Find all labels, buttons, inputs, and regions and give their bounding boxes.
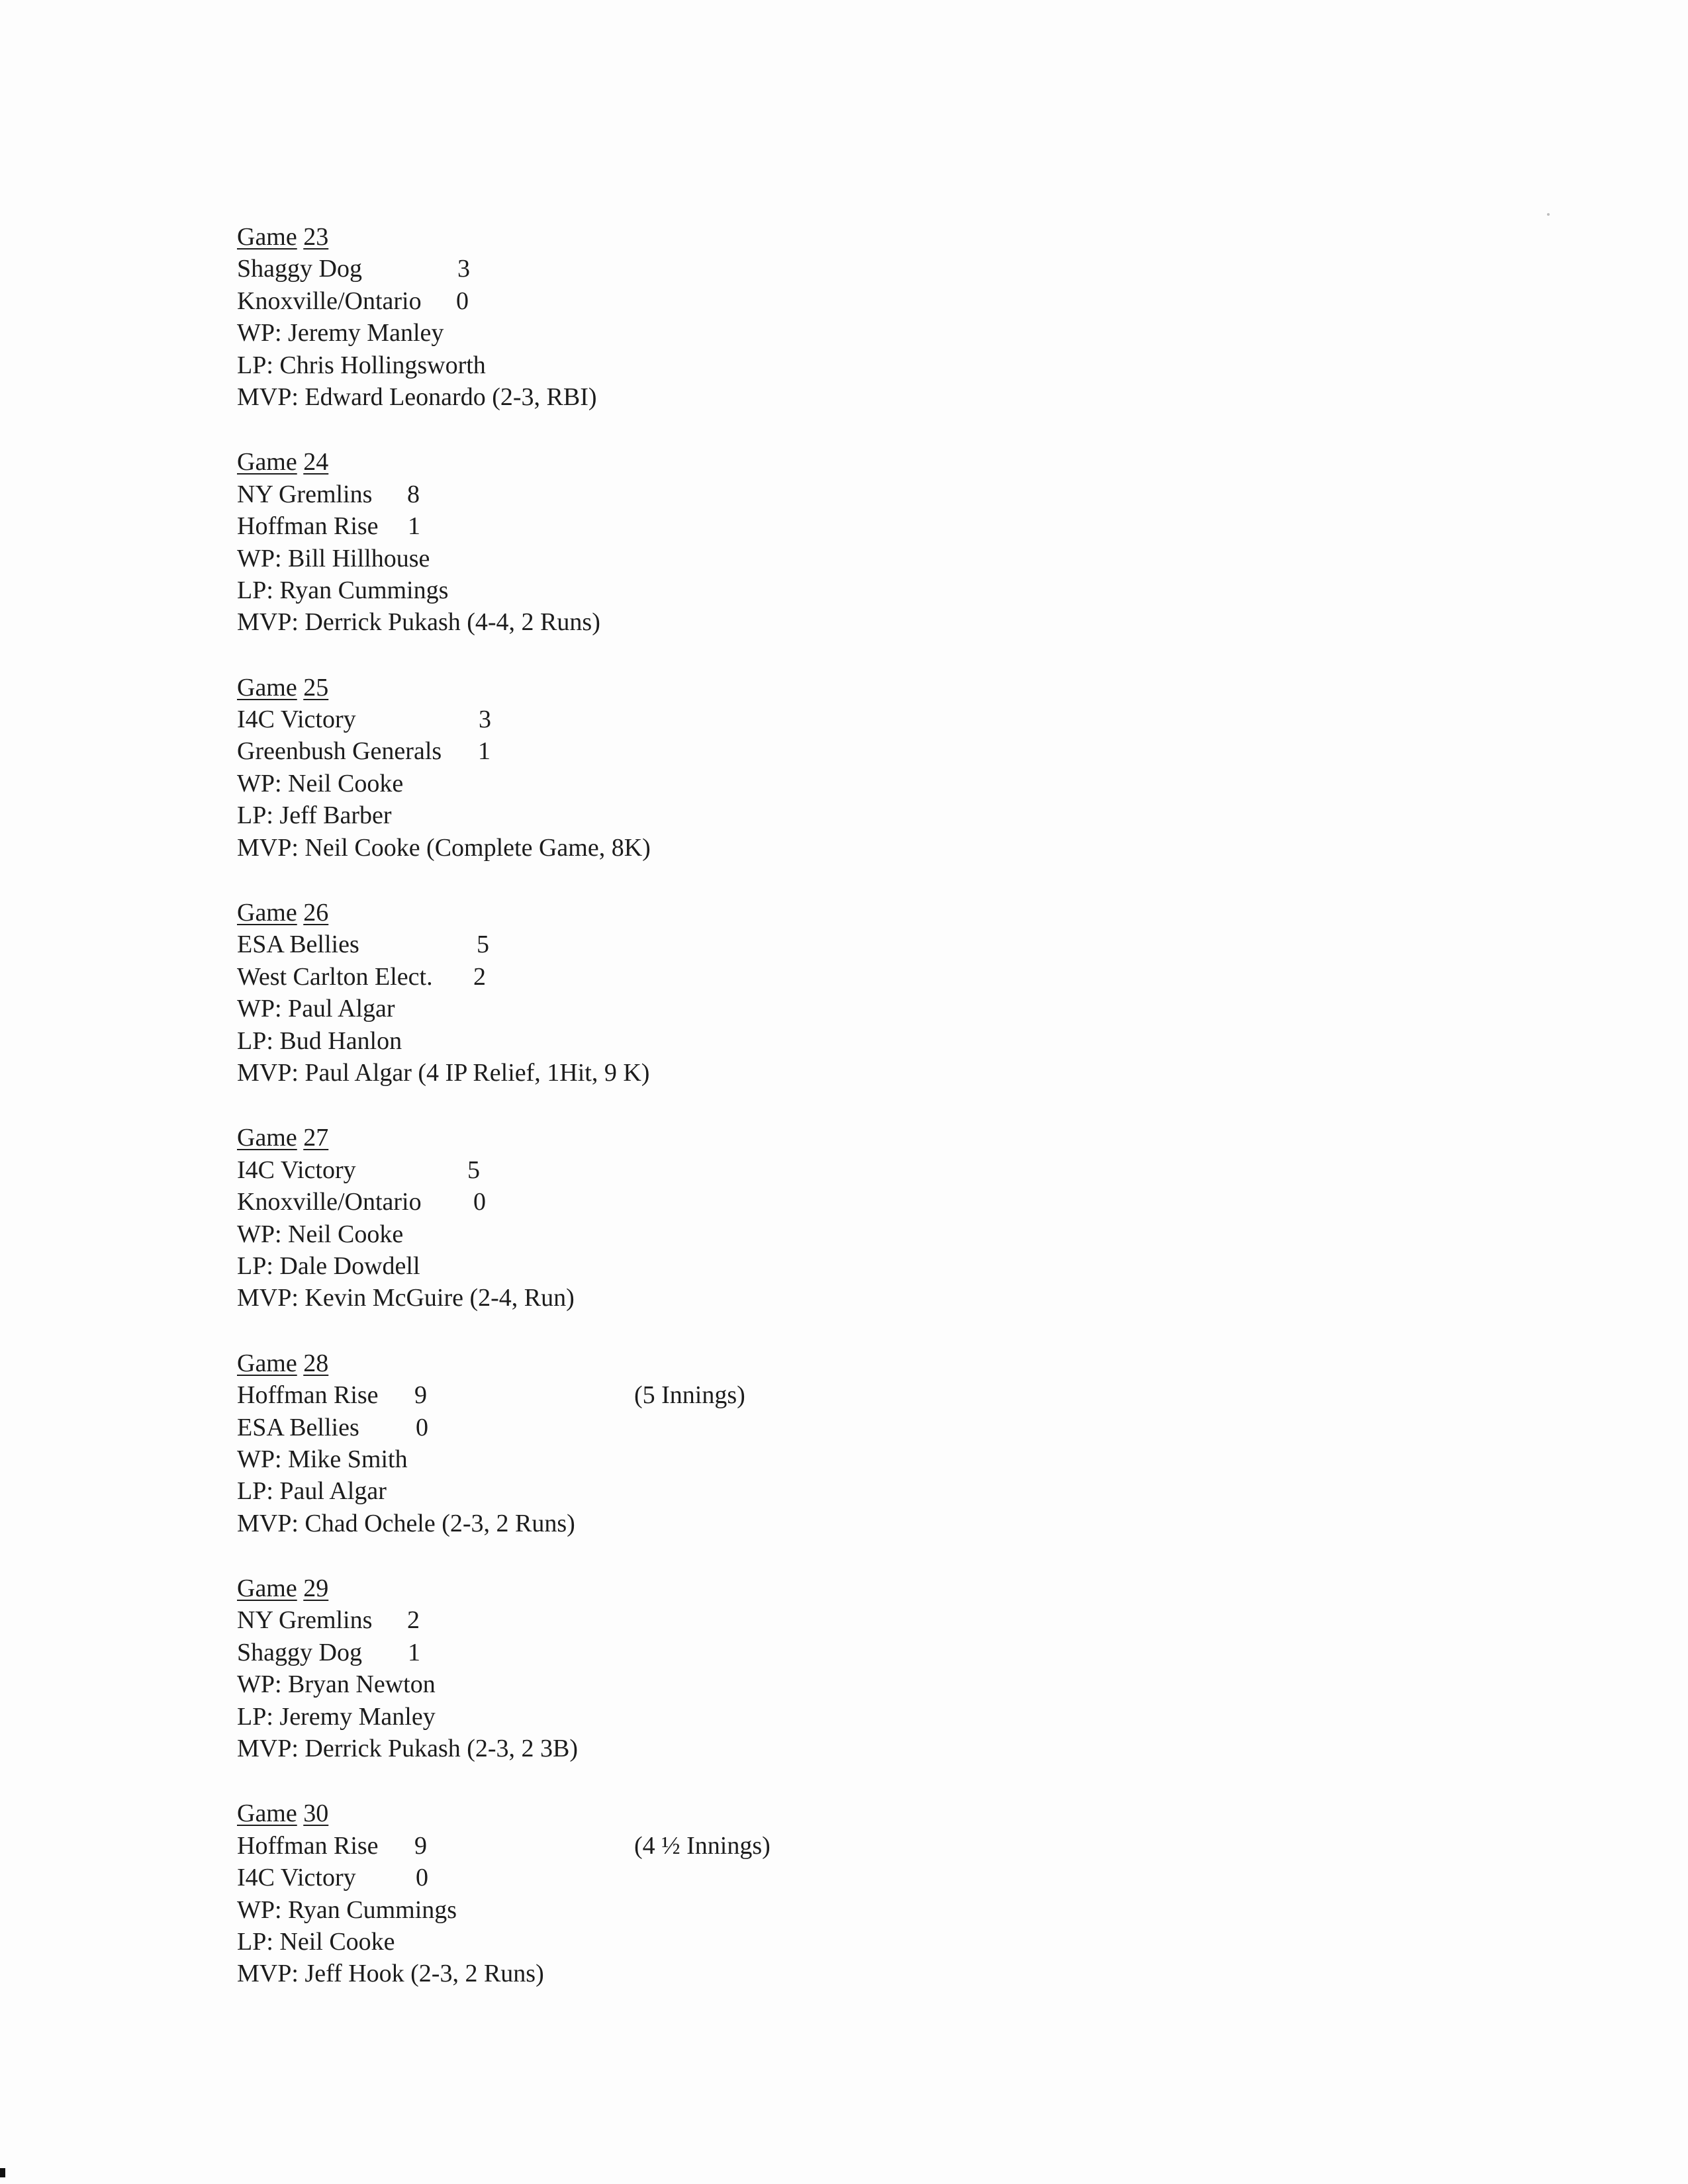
game-title (237, 221, 1495, 253)
game-number: 28 (303, 1349, 329, 1377)
mvp: MVP: Derrick Pukash (2-3, 2 3B) (237, 1735, 579, 1763)
team-score: 9 (414, 1831, 427, 1860)
team-line-2 (237, 510, 1495, 542)
team-score: 8 (407, 480, 420, 508)
game-number: 27 (303, 1124, 329, 1152)
mvp: MVP: Kevin McGuire (2-4, Run) (237, 1284, 575, 1312)
game-block (237, 1572, 1495, 1764)
game-results-page (237, 221, 1495, 2023)
game-word: Game (237, 1349, 297, 1377)
team-line-2 (237, 285, 1495, 317)
team-line-1 (237, 1830, 1495, 1862)
game-word: Game (237, 223, 297, 251)
game-number: 23 (303, 223, 329, 251)
team-line-1 (237, 478, 1495, 510)
innings-note: (5 Innings) (634, 1381, 745, 1410)
team-line-1 (237, 1379, 1495, 1411)
winning-pitcher: WP: Bill Hillhouse (237, 544, 430, 572)
team-score: 1 (408, 512, 420, 541)
team-score: 1 (408, 1638, 420, 1666)
team-score: 9 (414, 1381, 427, 1410)
team-score: 5 (467, 1156, 480, 1184)
winning-pitcher: WP: Neil Cooke (237, 769, 404, 797)
losing-pitcher: LP: Neil Cooke (237, 1927, 395, 1956)
team-score: 0 (456, 287, 469, 315)
team-score: 2 (473, 962, 486, 991)
team-name: I4C Victory (237, 1864, 356, 1892)
game-title (237, 1122, 1495, 1154)
mvp: MVP: Chad Ochele (2-3, 2 Runs) (237, 1509, 575, 1537)
team-name: Greenbush Generals (237, 737, 442, 766)
mvp: MVP: Paul Algar (4 IP Relief, 1Hit, 9 K) (237, 1058, 650, 1087)
team-name: West Carlton Elect. (237, 962, 433, 991)
game-number: 30 (303, 1799, 329, 1828)
team-name: Hoffman Rise (237, 1381, 379, 1410)
team-score: 3 (457, 255, 470, 283)
losing-pitcher: LP: Dale Dowdell (237, 1251, 420, 1280)
team-name: I4C Victory (237, 1156, 356, 1184)
innings-note: (4 ½ Innings) (634, 1831, 771, 1860)
team-name: Shaggy Dog (237, 1638, 362, 1666)
team-name: Hoffman Rise (237, 1831, 379, 1860)
game-block (237, 221, 1495, 413)
game-title (237, 446, 1495, 478)
game-title (237, 1572, 1495, 1604)
team-name: NY Gremlins (237, 480, 373, 508)
mvp: MVP: Neil Cooke (Complete Game, 8K) (237, 833, 651, 862)
team-score: 2 (407, 1606, 420, 1635)
team-line-1 (237, 1154, 1495, 1186)
team-name: I4C Victory (237, 705, 356, 734)
team-line-2 (237, 961, 1495, 993)
winning-pitcher: WP: Paul Algar (237, 995, 395, 1023)
game-title (237, 672, 1495, 704)
winning-pitcher: WP: Neil Cooke (237, 1220, 404, 1248)
team-name: NY Gremlins (237, 1606, 373, 1635)
team-score: 5 (477, 931, 489, 959)
team-name: ESA Bellies (237, 1413, 359, 1441)
game-block (237, 1347, 1495, 1539)
losing-pitcher: LP: Chris Hollingsworth (237, 351, 486, 379)
game-title (237, 1797, 1495, 1829)
game-word: Game (237, 1124, 297, 1152)
team-line-2 (237, 1862, 1495, 1893)
team-line-1 (237, 253, 1495, 285)
mvp: MVP: Jeff Hook (2-3, 2 Runs) (237, 1960, 544, 1988)
mvp: MVP: Edward Leonardo (2-3, RBI) (237, 383, 597, 411)
game-word: Game (237, 673, 297, 702)
team-line-1 (237, 704, 1495, 735)
team-name: Shaggy Dog (237, 255, 362, 283)
game-word: Game (237, 899, 297, 927)
game-word: Game (237, 1574, 297, 1603)
game-number: 26 (303, 899, 329, 927)
team-line-1 (237, 1604, 1495, 1636)
scan-corner-mark (0, 2168, 5, 2177)
team-name: Knoxville/Ontario (237, 287, 422, 315)
mvp: MVP: Derrick Pukash (4-4, 2 Runs) (237, 608, 600, 637)
game-title (237, 1347, 1495, 1379)
game-block (237, 446, 1495, 638)
team-name: ESA Bellies (237, 931, 359, 959)
losing-pitcher: LP: Ryan Cummings (237, 576, 449, 604)
losing-pitcher: LP: Jeff Barber (237, 801, 392, 830)
game-block (237, 1797, 1495, 1989)
team-score: 0 (473, 1188, 486, 1216)
game-number: 25 (303, 673, 329, 702)
team-score: 3 (479, 705, 491, 734)
winning-pitcher: WP: Ryan Cummings (237, 1895, 457, 1924)
losing-pitcher: LP: Paul Algar (237, 1477, 387, 1506)
game-block (237, 1122, 1495, 1314)
game-block (237, 672, 1495, 864)
winning-pitcher: WP: Jeremy Manley (237, 319, 444, 347)
team-line-2 (237, 735, 1495, 767)
team-name: Hoffman Rise (237, 512, 379, 541)
winning-pitcher: WP: Mike Smith (237, 1445, 408, 1473)
game-word: Game (237, 1799, 297, 1828)
game-word: Game (237, 448, 297, 477)
game-number: 24 (303, 448, 329, 477)
team-line-1 (237, 929, 1495, 960)
team-line-2 (237, 1637, 1495, 1668)
team-score: 0 (416, 1864, 428, 1892)
team-name: Knoxville/Ontario (237, 1188, 422, 1216)
winning-pitcher: WP: Bryan Newton (237, 1670, 436, 1699)
game-title (237, 897, 1495, 929)
game-block (237, 897, 1495, 1089)
team-line-2 (237, 1186, 1495, 1218)
scan-speck (1547, 213, 1550, 216)
team-line-2 (237, 1412, 1495, 1443)
game-number: 29 (303, 1574, 329, 1603)
losing-pitcher: LP: Bud Hanlon (237, 1026, 402, 1055)
team-score: 0 (416, 1413, 428, 1441)
losing-pitcher: LP: Jeremy Manley (237, 1702, 436, 1731)
team-score: 1 (478, 737, 491, 766)
